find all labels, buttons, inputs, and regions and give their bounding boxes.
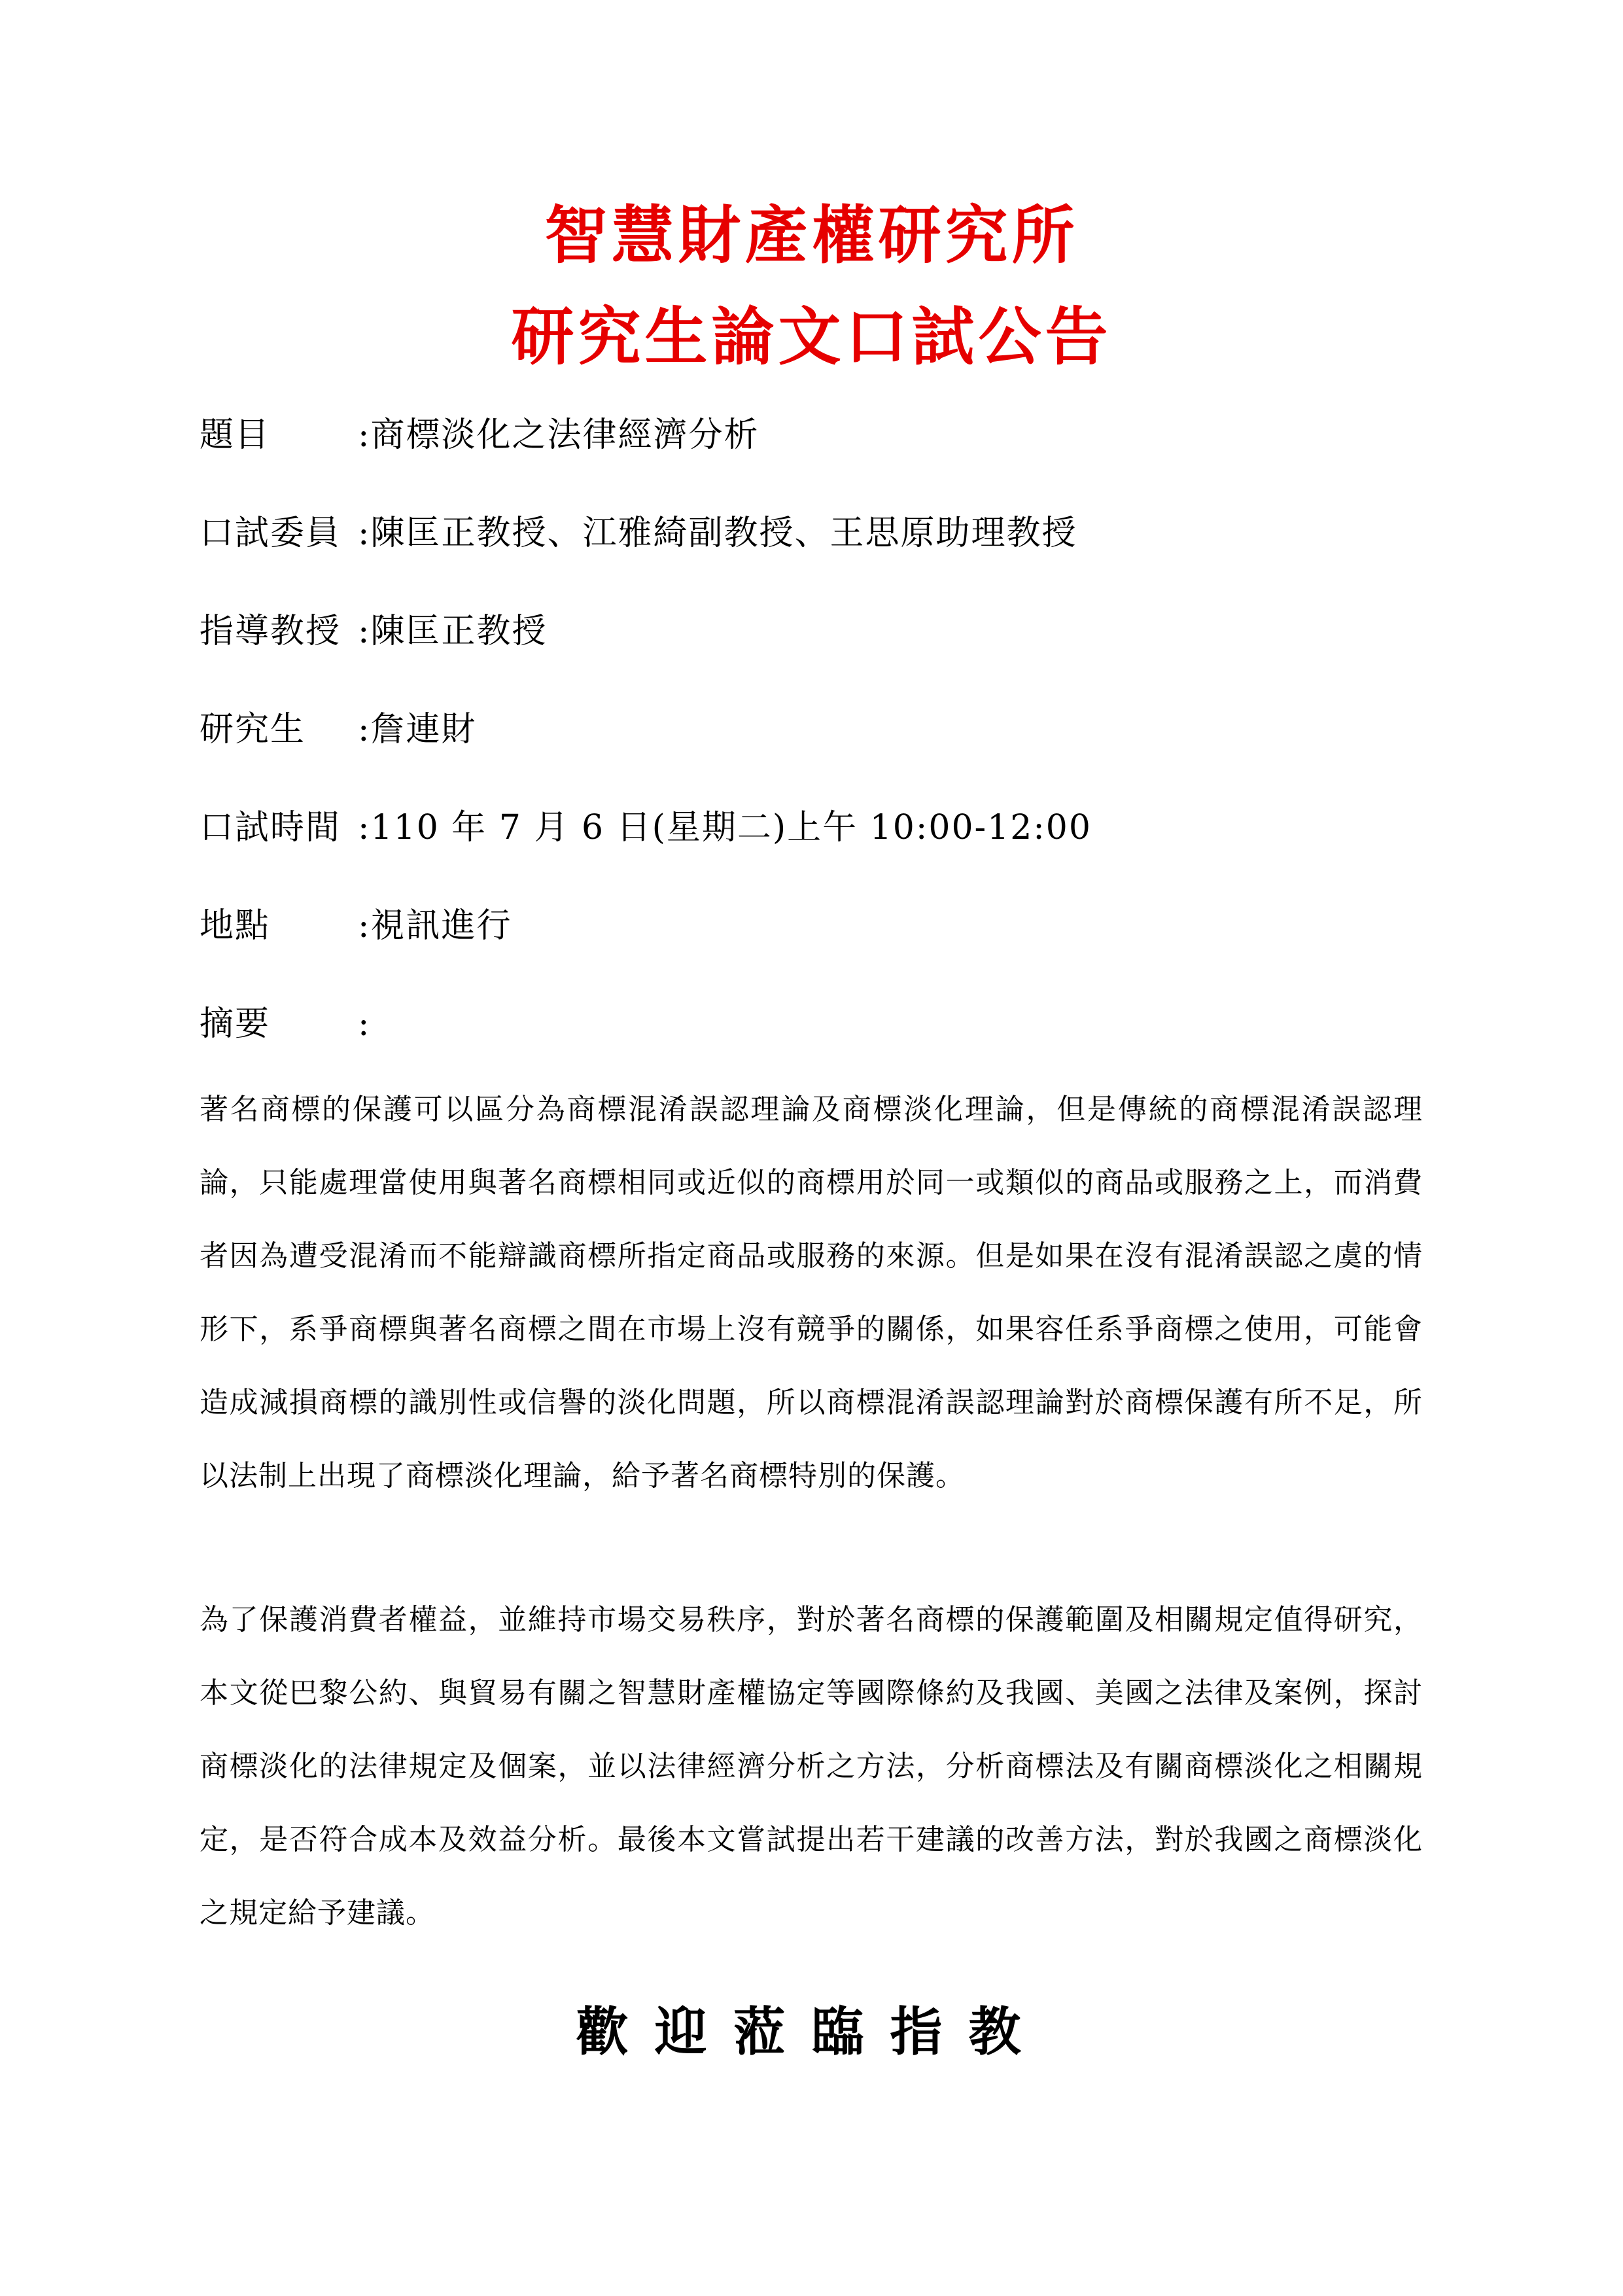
committee-label: 口試委員: [200, 514, 341, 553]
student-label: 研究生: [200, 710, 306, 749]
time-row: [200, 802, 1092, 854]
topic-row: [200, 409, 759, 461]
abstract-label: 摘要: [200, 1004, 271, 1044]
student-value: :詹連財: [358, 710, 477, 749]
abstract-paragraph-2: [200, 1583, 1423, 1950]
committee-value: :陳匡正教授、江雅綺副教授、王思原助理教授: [358, 514, 1077, 553]
advisor-row: [200, 605, 548, 658]
abstract-text-1: 著名商標的保護可以區分為商標混淆誤認理論及商標淡化理論，但是傳統的商標混淆誤認理論，只能處理當使用與著名商標相同或近似的商標用於同一或類似的商品或服務之上，而消費者因為遭受混淆而不能辯識商標所指定商品或服務的來源。但是如果在沒有混淆誤認之虞的情形下，系爭商標與著名商標之間在市場上沒有競爭的關係，如果容任系爭商標之使用，可能會造成減損商標的識別性或信譽的淡化問題，所以商標混淆誤認理論對於商標保護有所不足，所以法制上出現了商標淡化理論，給予著名商標特別的保護。: [200, 1093, 1423, 1492]
institute-title: 智慧財產權研究所: [544, 198, 1079, 272]
time-label: 口試時間: [200, 808, 341, 847]
advisor-value: :陳匡正教授: [358, 612, 548, 651]
committee-row: [200, 507, 1077, 559]
abstract-row: [200, 998, 371, 1050]
location-value: :視訊進行: [358, 906, 512, 945]
topic-label: 題目: [200, 415, 271, 455]
closing-welcome: 歡迎蒞臨指教: [576, 2001, 1047, 2062]
abstract-text-2: 為了保護消費者權益，並維持市場交易秩序，對於著名商標的保護範圍及相關規定值得研究，本文從巴黎公約、與貿易有關之智慧財產權協定等國際條約及我國、美國之法律及案例，探討商標淡化的法律規定及個案，並以法律經濟分析之方法，分析商標法及有關商標淡化之相關規定，是否符合成本及效益分析。最後本文嘗試提出若干建議的改善方法，對於我國之商標淡化之規定給予建議。: [200, 1603, 1423, 1930]
location-row: [200, 900, 512, 952]
announcement-title: 研究生論文口試公告: [511, 300, 1112, 374]
abstract-paragraph-1: [200, 1073, 1423, 1513]
time-value: :110 年 7 月 6 日(星期二)上午 10:00-12:00: [358, 808, 1092, 847]
student-row: [200, 703, 477, 756]
location-label: 地點: [200, 906, 271, 945]
topic-value: :商標淡化之法律經濟分析: [358, 415, 759, 455]
advisor-label: 指導教授: [200, 612, 341, 651]
abstract-colon: :: [358, 1004, 371, 1044]
